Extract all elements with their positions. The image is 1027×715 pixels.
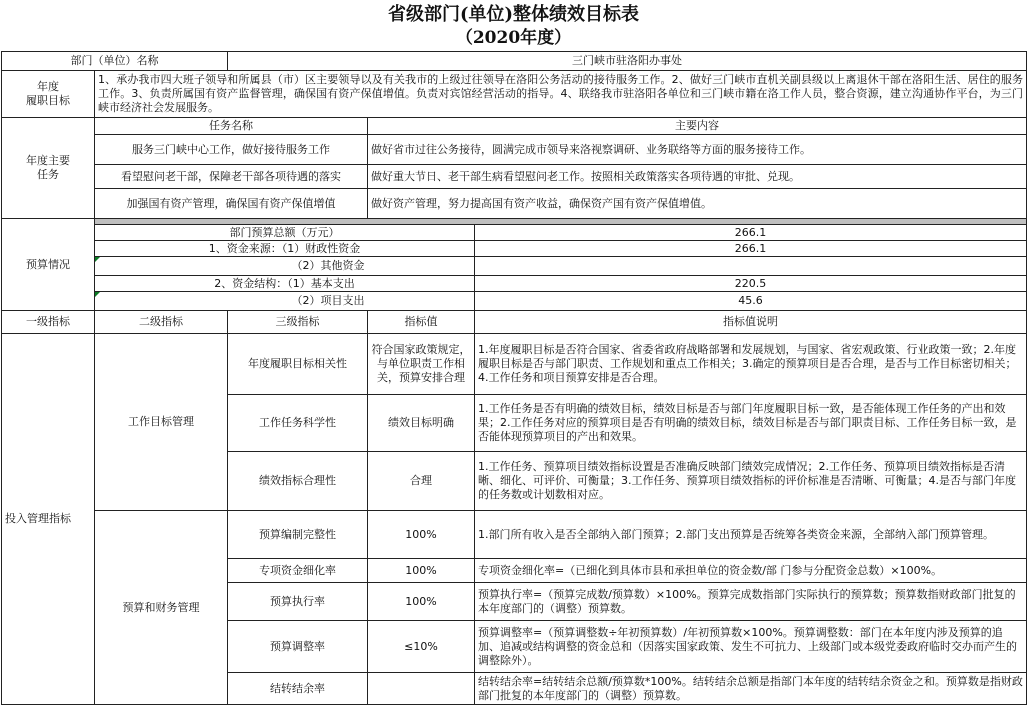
indicator-row: [2, 511, 1027, 559]
indicator-value: 绩效目标明确: [368, 395, 475, 452]
indicator-group-work: 工作目标管理: [95, 334, 228, 511]
indicator-group-budget: 预算和财务管理: [95, 511, 228, 705]
indicator-level1: 投入管理指标: [2, 334, 95, 705]
annual-goal-label: [2, 71, 95, 118]
tasks-header-content: 主要内容: [368, 118, 1027, 135]
task-content: 做好省市过往公务接待，圆满完成市领导来洛视察调研、业务联络等方面的服务接待工作。: [368, 135, 1027, 165]
budget-row-value: 45.6: [475, 292, 1027, 311]
indicator-header-desc: 指标值说明: [475, 311, 1027, 334]
annual-goal-row: [2, 71, 1027, 118]
budget-row-label: 部门预算总额（万元）: [95, 225, 475, 241]
budget-label: 预算情况: [2, 219, 95, 311]
indicator-desc: 1.部门所有收入是否全部纳入部门预算；2.部门支出预算是否统筹各类资金来源，全部纳入部门预算管理。: [475, 511, 1027, 559]
indicator-desc: 1.工作任务是否有明确的绩效目标，绩效目标是否与部门年度履职目标一致，是否能体现工作任务的产出和效果；2.工作任务对应的预算项目是否有明确的绩效目标，绩效目标是否与部门职责目标、工作任务目标一致，是否能体现预算项目的产出和效果。: [475, 395, 1027, 452]
indicator-name: 年度履职目标相关性: [228, 334, 368, 395]
indicator-header-level3: 三级指标: [228, 311, 368, 334]
indicator-value: 100%: [368, 511, 475, 559]
indicator-desc: 预算执行率=（预算完成数/预算数）×100%。预算完成数指部门实际执行的预算数；预算数指财政部门批复的本年度部门的（调整）预算数。: [475, 583, 1027, 621]
indicator-row: [2, 334, 1027, 395]
indicator-desc: 专项资金细化率=（已细化到具体市县和承担单位的资金数/部 门参与分配资金总数）×100%。: [475, 559, 1027, 583]
annual-goal-label-line1: 年度: [37, 80, 59, 93]
indicator-header-level2: 二级指标: [95, 311, 228, 334]
tasks-label: [2, 118, 95, 219]
tasks-header-row: [2, 118, 1027, 135]
task-name: 服务三门峡中心工作，做好接待服务工作: [95, 135, 368, 165]
budget-row: [2, 292, 1027, 311]
indicator-value: 合理: [368, 452, 475, 511]
budget-row-label: （2）其他资金: [95, 257, 475, 276]
task-content: 做好重大节日、老干部生病看望慰问老工作。按照相关政策落实各项待遇的审批、兑现。: [368, 165, 1027, 189]
indicator-name: 专项资金细化率: [228, 559, 368, 583]
budget-row-label: （2）项目支出: [95, 292, 475, 311]
task-row: [2, 189, 1027, 219]
performance-target-table: [1, 51, 1027, 705]
budget-row-value: 220.5: [475, 276, 1027, 292]
dept-row: [2, 52, 1027, 71]
tasks-label-line1: 年度主要: [26, 154, 70, 167]
budget-row-label: 1、资金来源：（1）财政性资金: [95, 241, 475, 257]
indicator-value: [368, 673, 475, 705]
indicator-desc: 结转结余率=结转结余总额/预算数*100%。结转结余总额是指部门本年度的结转结余资金之和。预算数是指财政部门批复的本年度部门的（调整）预算数。: [475, 673, 1027, 705]
indicator-value: 100%: [368, 583, 475, 621]
budget-row-value: [475, 257, 1027, 276]
dept-value: 三门峡市驻洛阳办事处: [228, 52, 1027, 71]
indicator-value: ≤10%: [368, 621, 475, 673]
indicator-desc: 1.年度履职目标是否符合国家、省委省政府战略部署和发展规划，与国家、省宏观政策、行业政策一致；2.年度履职目标是否与部门职责、工作规划和重点工作相关；3.确定的预算项目是否合理，是否与工作目标密切相关；4.工作任务和项目预算安排是否合理。: [475, 334, 1027, 395]
tasks-label-line2: 任务: [37, 168, 59, 181]
indicator-header-row: [2, 311, 1027, 334]
budget-row-value: 266.1: [475, 241, 1027, 257]
indicator-value: 100%: [368, 559, 475, 583]
task-name: 看望慰问老干部，保障老干部各项待遇的落实: [95, 165, 368, 189]
indicator-header-value: 指标值: [368, 311, 475, 334]
indicator-name: 绩效指标合理性: [228, 452, 368, 511]
task-row: [2, 135, 1027, 165]
indicator-desc: 预算调整率=（预算调整数÷年初预算数）/年初预算数×100%。预算调整数：部门在本年度内涉及预算的追加、追减或结构调整的资金总和（因落实国家政策、发生不可抗力、上级部门或本级党委政府临时交办而产生的调整除外）。: [475, 621, 1027, 673]
annual-goal-label-line2: 履职目标: [26, 94, 70, 107]
indicator-name: 预算执行率: [228, 583, 368, 621]
annual-goal-text: 1、承办我市四大班子领导和所属县（市）区主要领导以及有关我市的上级过往领导在洛阳公务活动的接待服务工作。2、做好三门峡市直机关副县级以上离退休干部在洛阳生活、居住的服务工作。3、负责所属国有资产监督管理，确保国有资产保值增值。负责对宾馆经营活动的指导。4、联络我市驻洛阳各单位和三门峡市籍在洛工作人员，整合资源，建立沟通协作平台，为三门峡市经济社会发展服务。: [95, 71, 1027, 118]
budget-row: [2, 257, 1027, 276]
task-content: 做好资产管理，努力提高国有资产收益，确保资产国有资产保值增值。: [368, 189, 1027, 219]
indicator-name: 结转结余率: [228, 673, 368, 705]
task-name: 加强国有资产管理，确保国有资产保值增值: [95, 189, 368, 219]
budget-row: [2, 276, 1027, 292]
indicator-name: 工作任务科学性: [228, 395, 368, 452]
budget-row: [2, 225, 1027, 241]
task-row: [2, 165, 1027, 189]
dept-label: 部门（单位）名称: [2, 52, 228, 71]
budget-row-value: 266.1: [475, 225, 1027, 241]
indicator-desc: 1.工作任务、预算项目绩效指标设置是否准确反映部门绩效完成情况；2.工作任务、预算项目绩效指标是否清晰、细化、可评价、可衡量；3.工作任务、预算项目绩效指标的评价标准是否清晰、可衡量；4.是否与部门年度的任务数或计划数相对应。: [475, 452, 1027, 511]
indicator-name: 预算调整率: [228, 621, 368, 673]
indicator-name: 预算编制完整性: [228, 511, 368, 559]
budget-row: [2, 241, 1027, 257]
tasks-header-name: 任务名称: [95, 118, 368, 135]
indicator-value: 符合国家政策规定，与单位职责工作相 关，预算安排合理: [368, 334, 475, 395]
indicator-header-level1: 一级指标: [2, 311, 95, 334]
page-title: 省级部门(单位)整体绩效目标表: [387, 4, 640, 25]
budget-row-label: 2、资金结构：（1）基本支出: [95, 276, 475, 292]
page-subtitle: （2020年度）: [455, 28, 572, 48]
